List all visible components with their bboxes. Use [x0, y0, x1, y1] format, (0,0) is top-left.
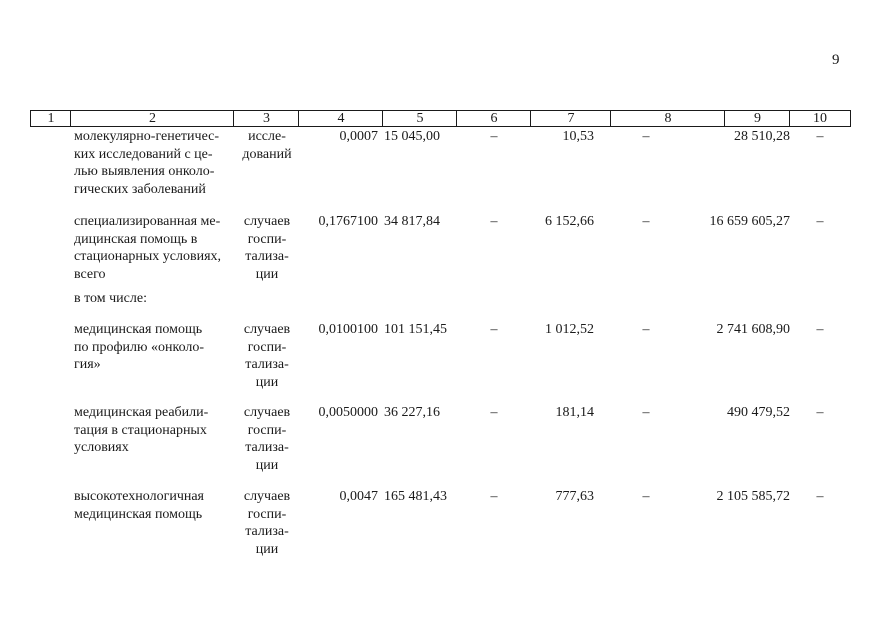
unit-line: тализа- — [245, 249, 289, 264]
column-8-value: – — [642, 322, 650, 337]
service-name-line: медицинская реабили- — [74, 405, 209, 420]
unit-line: госпи- — [247, 422, 287, 438]
unit-line: иссле- — [248, 129, 286, 144]
column-10-value: – — [816, 405, 824, 420]
service-name-line: специализированная ме- — [74, 214, 221, 229]
column-6-value: – — [490, 405, 498, 420]
volume-rate: 0,0047 — [339, 489, 378, 504]
unit-cost: 165 481,43 — [384, 489, 447, 504]
unit-cost: 36 227,16 — [384, 405, 440, 420]
unit-line: тализа- — [245, 524, 289, 539]
column-number-header — [30, 110, 850, 127]
service-name-line: медицинская помощь — [74, 506, 203, 522]
column-number-10: 10 — [789, 110, 851, 127]
unit-line: ции — [255, 266, 279, 282]
unit-line: случаев — [243, 322, 291, 337]
service-name-line: медицинская помощь — [74, 322, 203, 337]
service-name-line: всего — [74, 266, 106, 282]
column-6-value: – — [490, 129, 498, 144]
unit-line: тализа- — [245, 440, 289, 455]
column-7-value: 10,53 — [562, 129, 594, 144]
column-number-3: 3 — [233, 110, 299, 127]
volume-rate: 0,0100100 — [318, 322, 378, 337]
unit-of-measure — [238, 488, 296, 558]
column-6-value: – — [490, 489, 498, 504]
service-name — [74, 321, 232, 374]
service-name-line: условиях — [74, 440, 129, 455]
unit-line: ции — [255, 457, 279, 473]
column-7-value: 181,14 — [555, 405, 594, 420]
column-9-value: 16 659 605,27 — [709, 214, 790, 229]
service-name — [74, 128, 232, 198]
service-name-line: лью выявления онколо- — [74, 164, 215, 179]
column-7-value: 1 012,52 — [545, 322, 594, 337]
column-number-9: 9 — [724, 110, 790, 127]
column-10-value: – — [816, 214, 824, 229]
unit-cost: 34 817,84 — [384, 214, 440, 229]
column-number-7: 7 — [530, 110, 611, 127]
column-8-value: – — [642, 214, 650, 229]
unit-line: случаев — [243, 489, 291, 504]
service-name-line: стационарных условиях, — [74, 249, 222, 264]
column-8-value: – — [642, 489, 650, 504]
column-7-value: 6 152,66 — [545, 214, 594, 229]
column-9-value: 2 105 585,72 — [716, 489, 790, 504]
column-9-value: 28 510,28 — [734, 129, 790, 144]
column-8-value: – — [642, 405, 650, 420]
unit-line: случаев — [243, 214, 291, 229]
volume-rate: 0,0050000 — [318, 405, 378, 420]
unit-line: случаев — [243, 405, 291, 420]
service-name-line: гических заболеваний — [74, 181, 206, 197]
column-9-value: 2 741 608,90 — [716, 322, 790, 337]
column-number-2: 2 — [70, 110, 234, 127]
unit-line: тализа- — [245, 357, 289, 372]
column-7-value: 777,63 — [555, 489, 594, 504]
service-name-line: ких исследований с це- — [74, 146, 213, 162]
column-number-6: 6 — [456, 110, 531, 127]
unit-line: госпи- — [247, 339, 287, 355]
service-name — [74, 488, 232, 523]
volume-rate: 0,0007 — [339, 129, 378, 144]
service-name — [74, 404, 232, 457]
page-number: 9 — [832, 52, 840, 68]
unit-line: ции — [255, 374, 279, 390]
service-name-line: гия» — [74, 357, 101, 372]
column-9-value: 490 479,52 — [727, 405, 790, 420]
service-name-line: высокотехнологичная — [74, 489, 204, 504]
column-6-value: – — [490, 322, 498, 337]
service-name-line: дицинская помощь в — [74, 231, 198, 247]
service-name-line: тация в стационарных — [74, 422, 207, 438]
service-name-line: по профилю «онколо- — [74, 339, 205, 355]
column-number-5: 5 — [382, 110, 457, 127]
unit-of-measure — [238, 213, 296, 283]
unit-of-measure — [238, 404, 296, 474]
unit-cost: 101 151,45 — [384, 322, 447, 337]
unit-line: ции — [255, 541, 279, 557]
unit-line: госпи- — [247, 231, 287, 247]
subtotal-label — [74, 290, 232, 308]
unit-of-measure — [238, 128, 296, 163]
column-8-value: – — [642, 129, 650, 144]
service-name — [74, 213, 232, 283]
unit-line: госпи- — [247, 506, 287, 522]
column-6-value: – — [490, 214, 498, 229]
service-name-line: в том числе: — [74, 291, 147, 306]
volume-rate: 0,1767100 — [318, 214, 378, 229]
column-10-value: – — [816, 322, 824, 337]
unit-of-measure — [238, 321, 296, 391]
column-10-value: – — [816, 129, 824, 144]
column-10-value: – — [816, 489, 824, 504]
service-name-line: молекулярно-генетичес- — [74, 129, 220, 144]
unit-line: дований — [242, 146, 292, 162]
column-number-1: 1 — [30, 110, 71, 127]
column-number-4: 4 — [298, 110, 383, 127]
unit-cost: 15 045,00 — [384, 129, 440, 144]
column-number-8: 8 — [610, 110, 725, 127]
